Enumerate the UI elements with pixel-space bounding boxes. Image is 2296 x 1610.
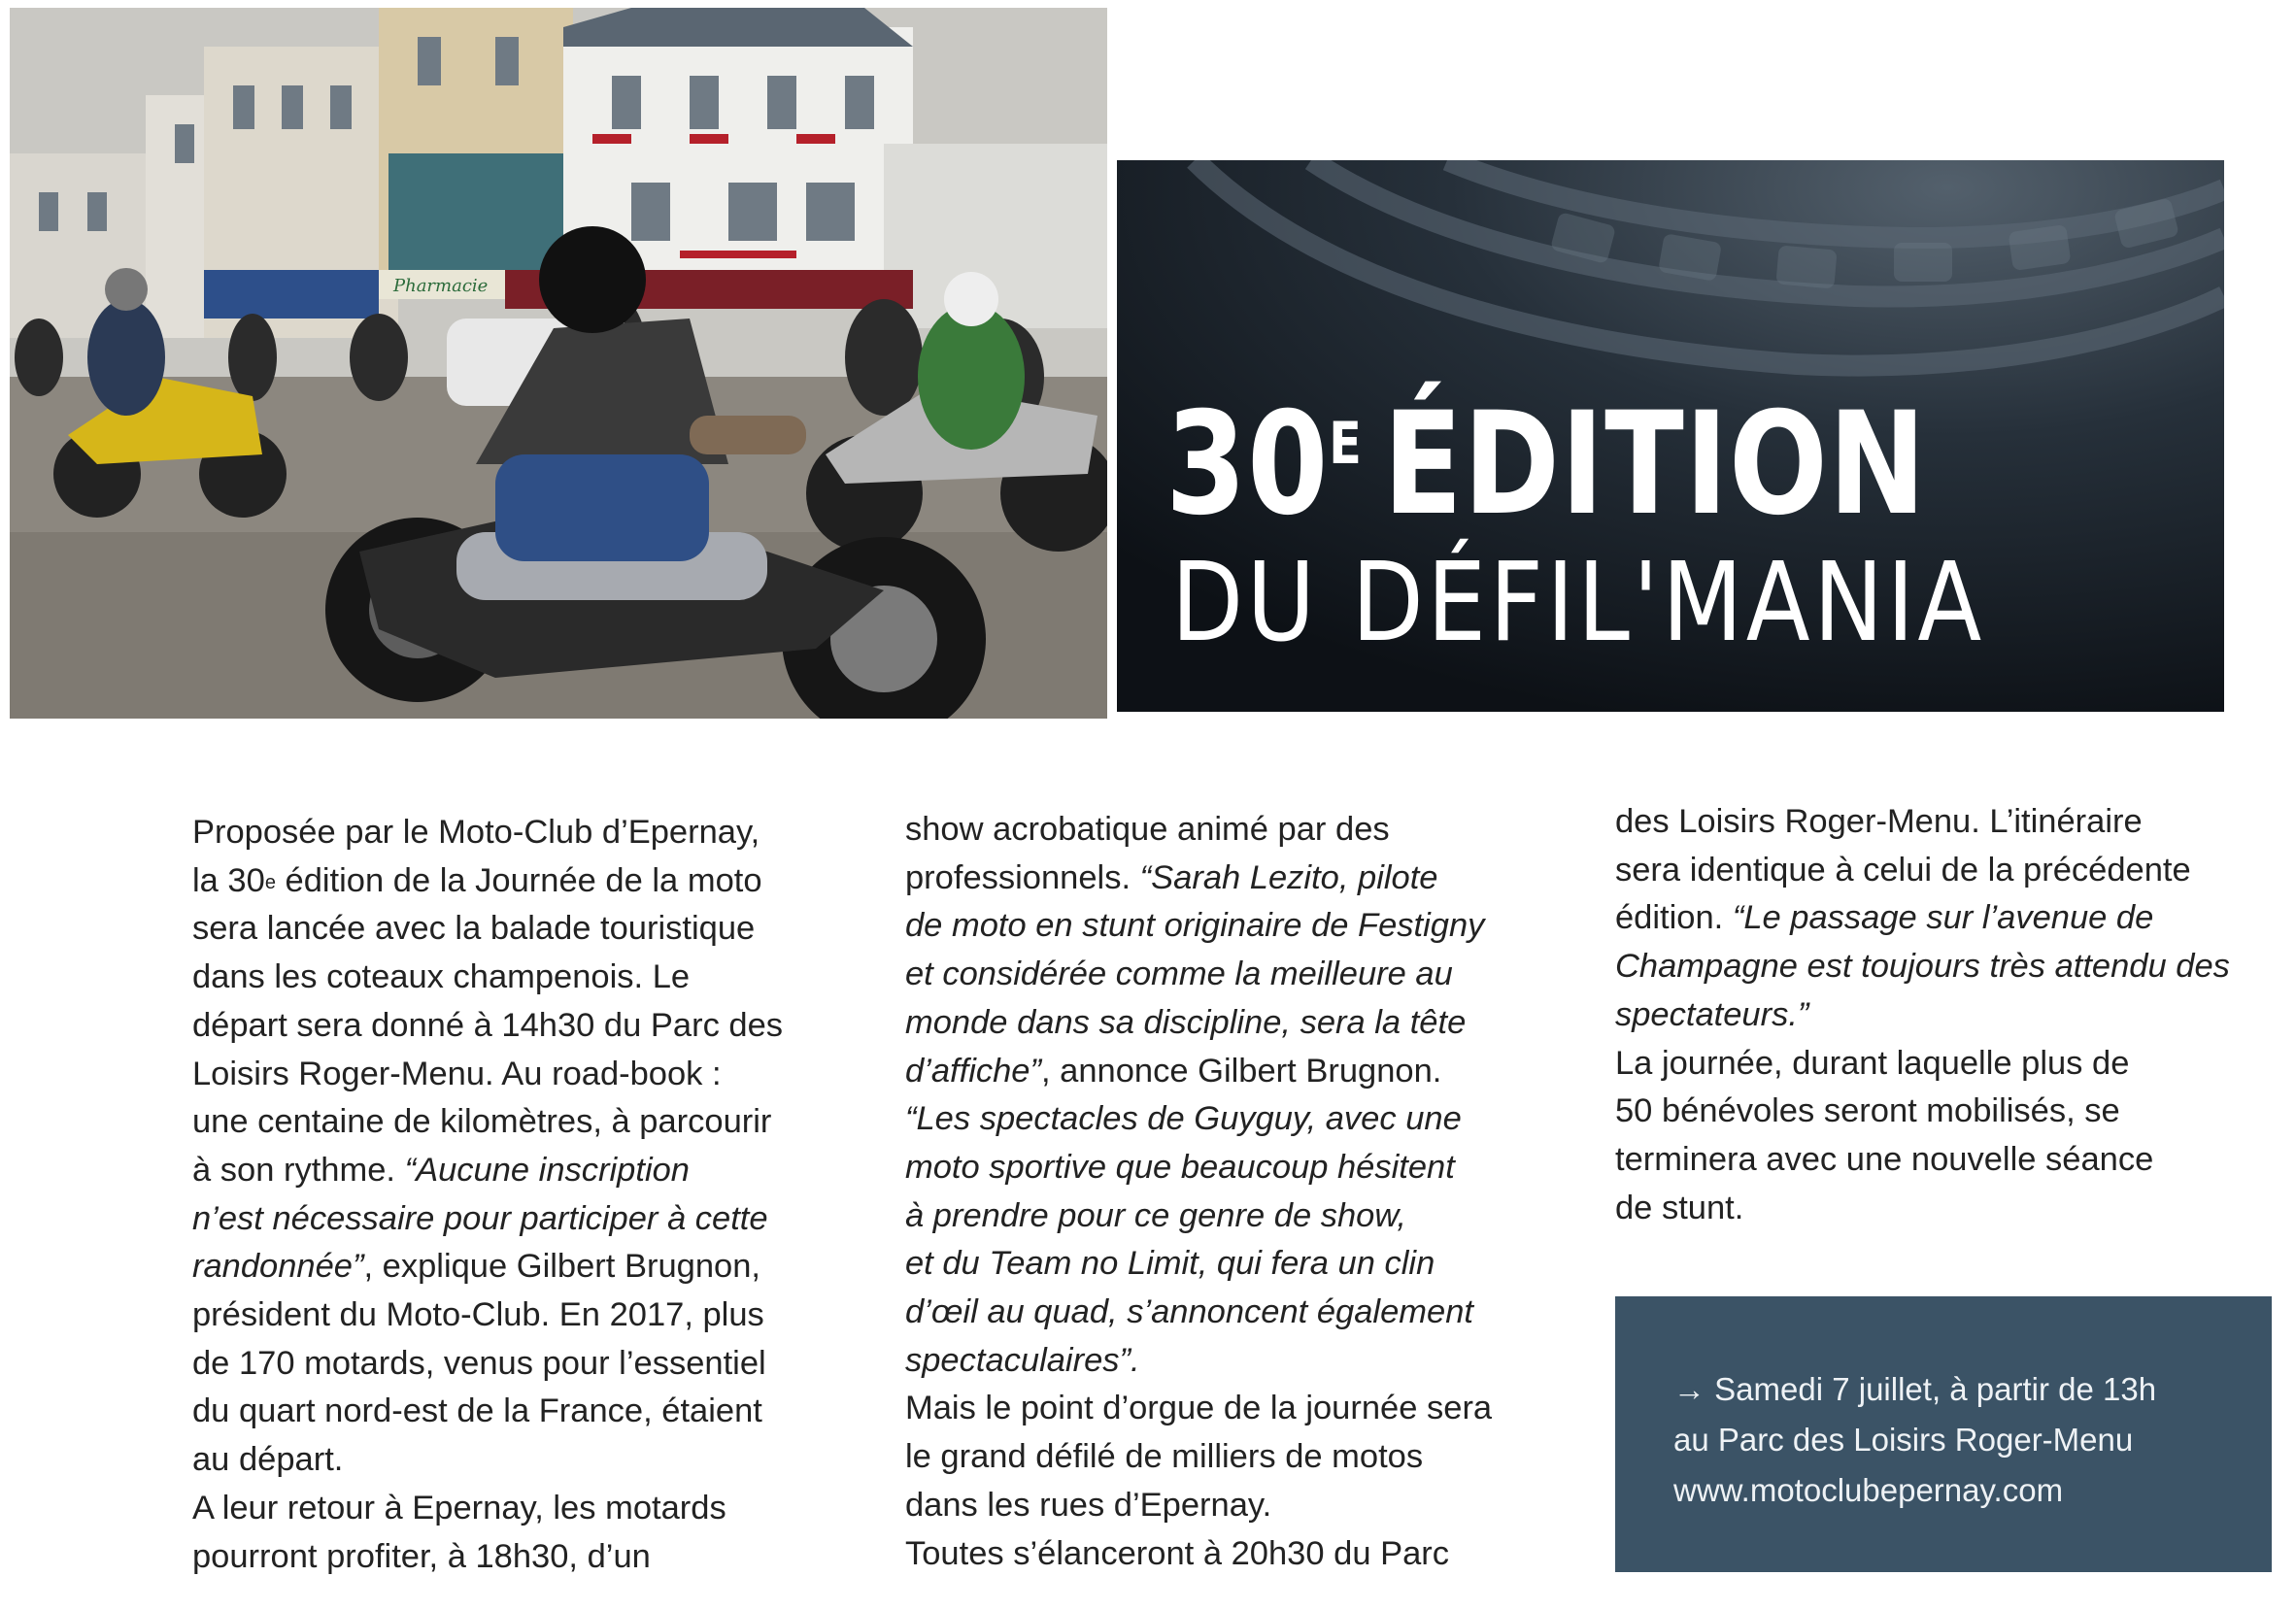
title-subtitle: DU DÉFIL'MANIA — [1171, 540, 1985, 666]
body-line: de 170 motards, venus pour l’essentiel — [192, 1344, 766, 1382]
body-line: 50 bénévoles seront mobilisés, se — [1615, 1092, 2120, 1130]
body-line: spectaculaires”. — [905, 1341, 1140, 1379]
body-line: la 30e édition de la Journée de la moto — [192, 861, 762, 899]
body-line: Toutes s’élanceront à 20h30 du Parc — [905, 1534, 1450, 1572]
body-line: sera lancée avec la balade touristique — [192, 910, 756, 948]
body-line: terminera avec une nouvelle séance — [1615, 1140, 2154, 1178]
article-column-1 — [192, 809, 872, 1581]
body-line: des Loisirs Roger-Menu. L’itinéraire — [1615, 803, 2143, 840]
title-word: ÉDITION — [1383, 382, 1927, 547]
photo-illustration — [10, 8, 1107, 719]
body-line: le grand défilé de milliers de motos — [905, 1438, 1424, 1476]
body-line: monde dans sa discipline, sera la tête — [905, 1003, 1467, 1041]
body-line: n’est nécessaire pour participer à cette — [192, 1199, 768, 1237]
event-info-text — [1673, 1364, 2156, 1516]
pharmacie-sign: Pharmacie — [393, 276, 489, 296]
body-line: de moto en stunt originaire de Festigny — [905, 907, 1485, 945]
body-line: à prendre pour ce genre de show, — [905, 1196, 1406, 1234]
body-line: Champagne est toujours très attendu des — [1615, 948, 2230, 986]
body-line: A leur retour à Epernay, les motards — [192, 1489, 726, 1526]
article-column-2 — [905, 806, 1590, 1578]
body-line: Proposée par le Moto-Club d’Epernay, — [192, 814, 760, 851]
body-line: et du Team no Limit, qui fera un clin — [905, 1245, 1435, 1283]
body-line: de stunt. — [1615, 1189, 1744, 1226]
body-line: dans les coteaux champenois. Le — [192, 958, 691, 996]
body-line: moto sportive que beaucoup hésitent — [905, 1148, 1455, 1186]
event-venue-line: au Parc des Loisirs Roger-Menu — [1673, 1422, 2134, 1458]
body-line: sera identique à celui de la précédente — [1615, 851, 2191, 889]
body-line: d’affiche”, annonce Gilbert Brugnon. — [905, 1052, 1442, 1090]
body-line: show acrobatique animé par des — [905, 811, 1390, 848]
motorcycle-street-photo — [10, 8, 1107, 719]
body-line: une centaine de kilomètres, à parcourir — [192, 1103, 772, 1141]
body-line: dans les rues d’Epernay. — [905, 1486, 1272, 1524]
body-line: départ sera donné à 14h30 du Parc des — [192, 1006, 784, 1044]
article-column-3 — [1615, 798, 2256, 1232]
body-line: pourront profiter, à 18h30, d’un — [192, 1537, 651, 1575]
body-line: Mais le point d’orgue de la journée sera — [905, 1390, 1493, 1427]
body-line: professionnels. “Sarah Lezito, pilote — [905, 858, 1438, 896]
body-line: à son rythme. “Aucune inscription — [192, 1151, 690, 1189]
title-panel — [1117, 160, 2224, 712]
body-line: et considérée comme la meilleure au — [905, 956, 1453, 993]
body-line: randonnée”, explique Gilbert Brugnon, — [192, 1248, 760, 1286]
body-line: au départ. — [192, 1441, 344, 1479]
title-edition — [1165, 382, 1927, 547]
body-line: spectateurs.” — [1615, 995, 1809, 1033]
body-line: président du Moto-Club. En 2017, plus — [192, 1296, 764, 1334]
body-line: d’œil au quad, s’annoncent également — [905, 1293, 1473, 1331]
title-superscript: E — [1329, 410, 1363, 478]
body-line: “Les spectacles de Guyguy, avec une — [905, 1100, 1462, 1138]
body-line: La journée, durant laquelle plus de — [1615, 1044, 2130, 1082]
event-date-line: → Samedi 7 juillet, à partir de 13h — [1673, 1371, 2157, 1407]
body-line: Loisirs Roger-Menu. Au road-book : — [192, 1055, 722, 1092]
title-number: 30 — [1165, 382, 1330, 547]
event-website-link[interactable]: www.motoclubepernay.com — [1673, 1472, 2064, 1508]
body-line: du quart nord-est de la France, étaient — [192, 1392, 762, 1430]
event-info-box — [1615, 1296, 2272, 1572]
body-line: édition. “Le passage sur l’avenue de — [1615, 899, 2154, 937]
